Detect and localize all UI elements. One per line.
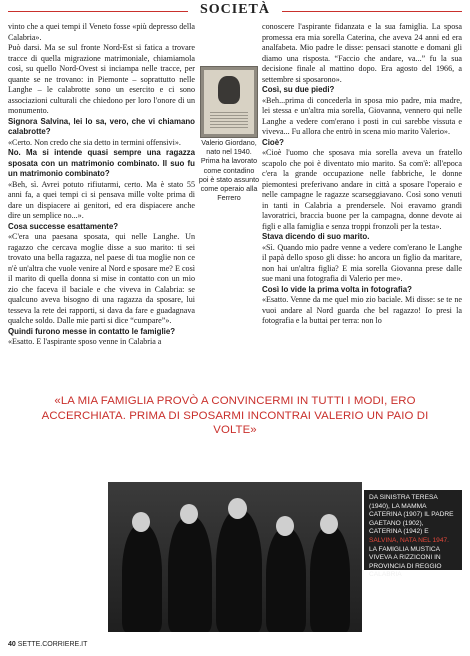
- interview-question: Signora Salvina, lei lo sa, vero, che vi chiamano calabrotte?: [8, 116, 195, 136]
- article-paragraph: «Esatto. E l'aspirante sposo venne in Calabria a: [8, 337, 162, 346]
- portrait-caption: Valerio Giordano, nato nel 1940. Prima ha lavorato come contadino poi è stato assunto come operaio alla Ferrero: [198, 138, 260, 203]
- article-paragraph: «Sì. Quando mio padre venne a vedere com'erano le Langhe il papà dello sposo gli disse: ho ancora un figlio da maritare, non hai un'altra figlia? E mia sorella Giovanna prese dalle sue mani una fotografia di Valerio per me».: [262, 242, 462, 283]
- caption-part1: DA SINISTRA TERESA (1940), LA MAMMA CATERINA (1907) IL PADRE GAETANO (1902), CATERINA (1942) E: [369, 494, 454, 536]
- figure-teresa: [122, 524, 162, 632]
- article-paragraph: «Certo. Non credo che sia detto in termini offensivi».: [8, 137, 181, 147]
- interview-question: Così lo vide la prima volta in fotografia?: [262, 284, 412, 294]
- figure-salvina: [310, 526, 350, 632]
- section-header: [0, 0, 470, 20]
- article-paragraph: «Esatto. Venne da me quel mio zio baciale. Mi disse: se te ne vuoi andare al Nord guarda che bel ragazzo! Io presi la fotografia e la buttai per terra: non lo: [262, 295, 462, 325]
- figure-gaetano-head: [228, 498, 247, 519]
- figure-caterina-head: [276, 516, 294, 536]
- page-footer: [8, 641, 87, 648]
- interview-question: No. Ma si intende quasi sempre una ragazza sposata con un matrimonio combinato. Il suo fu un matrimonio combinato?: [8, 148, 195, 178]
- article-paragraph: Può darsi. Ma se sul fronte Nord-Est si fatica a trovare tracce di quella migrazione matrimoniale, chiamiamola così, su quello Nord-Ovest si inciampa nelle tracce, per quante se ne trovano: in Piemonte – soprattutto nelle Langhe – le calabrotte sono un esercito e ci sono associazioni culturali che chiedono per loro l'onore di un monumento.: [8, 43, 195, 115]
- article-column-left: [8, 22, 195, 378]
- page-number: 40: [8, 641, 16, 648]
- header-rule-right: [282, 11, 462, 12]
- interview-question: Cioè?: [262, 137, 284, 147]
- article-paragraph: «Cioè l'uomo che sposava mia sorella aveva un fratello scapolo che poi è diventato mio marito. Sa com'è: all'epoca c'era la grande occupazione nelle fabbriche, le donne piemontesi preferivano andare in città a sposare l'operaio e nelle campagne le ragazze scarseggiavano. Così sono venuti in tanti in Calabria a prendersele. Noi eravamo grandi lavoratrici, braccia buone per la campagna, donne devote ai figli e alla famiglia e senza troppi fronzoli per la testa».: [262, 148, 462, 231]
- family-photo-caption: [364, 490, 462, 579]
- interview-question: Cosa successe esattamente?: [8, 221, 119, 231]
- interview-question: Quindi furono messe in contatto le famiglie?: [8, 326, 176, 336]
- figure-gaetano: [216, 510, 262, 632]
- interview-question: Così, su due piedi?: [262, 85, 335, 94]
- article-paragraph: «Beh...prima di concederla in sposa mio padre, mia madre, lei stessa e un'altra mia sorella, Giovanna, vennero qui nelle Langhe a vedere com'erano i posti in cui sarebbe vissuta e viveva... Fu allora che entrò in scena mio marito Valerio».: [262, 95, 462, 136]
- figure-caterina-mother: [168, 516, 212, 632]
- family-group-photo: [108, 482, 362, 632]
- figure-teresa-head: [132, 512, 150, 532]
- article-paragraph: conoscere l'aspirante fidanzata e la sua famiglia. La sposa promessa era mia sorella Caterina, che aveva 24 anni ed era analfabeta. Mio padre le disse: pensaci stanotte e domani gli diamo una risposta. “Faccio che andare, va...” fu la sua decisione finale al mattino dopo. Era agosto del 1966, a settembre si sposarono».: [262, 22, 462, 84]
- family-photo-caption-text: [369, 494, 457, 580]
- article-paragraph: «C'era una paesana sposata, qui nelle Langhe. Un ragazzo che cercava moglie disse a suo marito: ti sei trovato una bella ragazza, nel paese di tua moglie non ce n'è un'altra che vuole venire al Nord e sposare me? E così il marito di quella donna si mise in contatto con un mio zio che faceva il baciale e che viveva in Calabria: se qualcuno aveva bisogno di una ragazza da sposare, lui tesseva la rete dei rapporti, si dava da fare e guadagnava qualche soldo. Dalle mie parti si dice “cumpare”».: [8, 232, 195, 325]
- article-paragraph: «Beh, sì. Avrei potuto rifiutarmi, certo. Ma è stato 55 anni fa, a quei tempi ci si pensava mille volte prima di dare un dispiacere ai genitori, ed era dispiacere anche dire un semplice no...».: [8, 179, 195, 220]
- caption-highlight: SALVINA, NATA NEL 1947.: [369, 536, 450, 544]
- id-card-text-lines: [210, 110, 248, 130]
- figure-salvina-head: [320, 514, 338, 534]
- footer-source: SETTE.CORRIERE.IT: [17, 641, 88, 648]
- figure-caterina-mother-head: [180, 504, 198, 524]
- caption-part2: LA FAMIGLIA MUSTICA VIVEVA A RIZZICONI IN PROVINCIA DI REGGIO CALABRIA: [369, 545, 442, 579]
- header-rule-left: [8, 11, 188, 12]
- portrait-face: [218, 76, 240, 104]
- id-card: [204, 70, 254, 134]
- figure-caterina: [266, 528, 306, 632]
- article-column-right: [262, 22, 462, 378]
- pull-quote: «LA MIA FAMIGLIA PROVÒ A CONVINCERMI IN TUTTI I MODI, ERO ACCERCHIATA. PRIMA DI SPOSARMI INCONTRAI VALERIO UN PAIO DI VOLTE»: [41, 395, 429, 436]
- section-title: SOCIETÀ: [199, 2, 271, 17]
- interview-question: Stava dicendo di suo marito.: [262, 232, 370, 241]
- article-paragraph: vinto che a quei tempi il Veneto fosse «più depresso della Calabria».: [8, 22, 195, 42]
- portrait-id-card-photo: [200, 66, 258, 138]
